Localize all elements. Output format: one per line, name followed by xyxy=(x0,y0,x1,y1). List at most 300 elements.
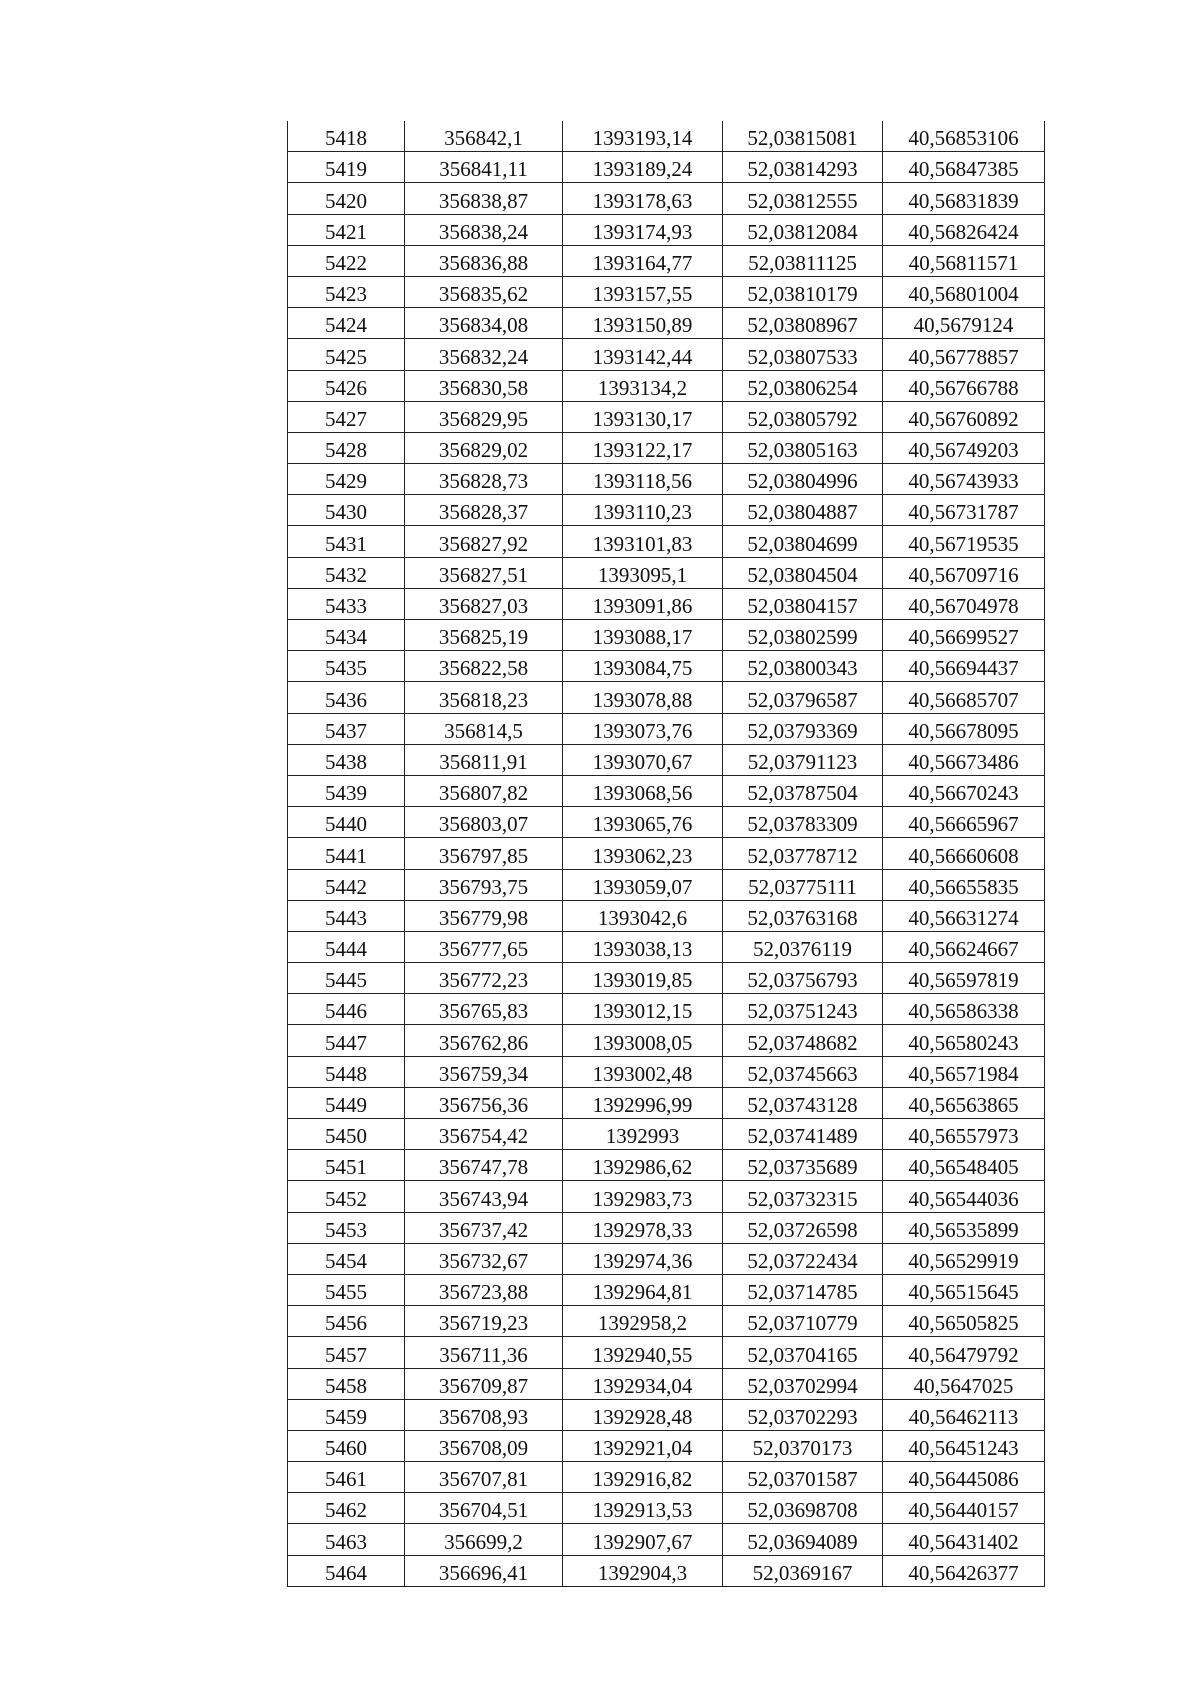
table-row xyxy=(288,963,1045,994)
point-number-cell xyxy=(288,1243,405,1274)
x-coordinate-value: 356828,37 xyxy=(438,500,529,525)
longitude-value: 40,56847385 xyxy=(908,157,1019,182)
y-coordinate-value: 1392974,36 xyxy=(592,1248,693,1273)
longitude-value: 40,56694437 xyxy=(908,656,1019,681)
point-number-value: 5420 xyxy=(325,188,367,213)
longitude-cell xyxy=(883,1212,1045,1243)
latitude-value: 52,0369167 xyxy=(752,1560,853,1585)
y-coordinate-cell xyxy=(563,963,723,994)
table-row xyxy=(288,1212,1045,1243)
longitude-cell xyxy=(883,121,1045,152)
point-number-cell xyxy=(288,464,405,495)
point-number-value: 5444 xyxy=(325,937,367,962)
x-coordinate-value: 356842,1 xyxy=(444,126,523,151)
table-row xyxy=(288,245,1045,276)
table-row xyxy=(288,1430,1045,1461)
longitude-value: 40,56826424 xyxy=(908,219,1019,244)
latitude-cell xyxy=(723,152,883,183)
latitude-cell xyxy=(723,775,883,806)
y-coordinate-cell xyxy=(563,1430,723,1461)
longitude-cell xyxy=(883,276,1045,307)
point-number-cell xyxy=(288,1274,405,1305)
longitude-cell xyxy=(883,838,1045,869)
longitude-value: 40,56515645 xyxy=(908,1280,1019,1305)
longitude-cell xyxy=(883,183,1045,214)
x-coordinate-value: 356759,34 xyxy=(438,1061,529,1086)
longitude-value: 40,56571984 xyxy=(908,1061,1019,1086)
point-number-cell xyxy=(288,1306,405,1337)
longitude-cell xyxy=(883,1555,1045,1586)
y-coordinate-value: 1392913,53 xyxy=(592,1498,693,1523)
point-number-value: 5450 xyxy=(325,1124,367,1149)
y-coordinate-cell xyxy=(563,121,723,152)
y-coordinate-value: 1393008,05 xyxy=(592,1030,693,1055)
y-coordinate-cell xyxy=(563,339,723,370)
latitude-cell xyxy=(723,651,883,682)
x-coordinate-cell xyxy=(405,620,563,651)
point-number-value: 5452 xyxy=(325,1186,367,1211)
table-row xyxy=(288,931,1045,962)
longitude-cell xyxy=(883,651,1045,682)
longitude-cell xyxy=(883,963,1045,994)
latitude-cell xyxy=(723,1212,883,1243)
longitude-value: 40,56631274 xyxy=(908,905,1019,930)
point-number-value: 5430 xyxy=(325,500,367,525)
point-number-value: 5427 xyxy=(325,406,367,431)
latitude-value: 52,03714785 xyxy=(747,1280,858,1305)
x-coordinate-value: 356732,67 xyxy=(438,1248,529,1273)
latitude-cell xyxy=(723,1493,883,1524)
point-number-value: 5425 xyxy=(325,344,367,369)
point-number-value: 5418 xyxy=(325,126,367,151)
x-coordinate-value: 356835,62 xyxy=(438,282,529,307)
longitude-value: 40,56665967 xyxy=(908,812,1019,837)
x-coordinate-cell xyxy=(405,1493,563,1524)
latitude-value: 52,03732315 xyxy=(747,1186,858,1211)
x-coordinate-value: 356822,58 xyxy=(438,656,529,681)
latitude-value: 52,03804699 xyxy=(747,531,858,556)
point-number-cell xyxy=(288,526,405,557)
longitude-value: 40,56766788 xyxy=(908,375,1019,400)
longitude-cell xyxy=(883,1056,1045,1087)
point-number-value: 5422 xyxy=(325,250,367,275)
point-number-cell xyxy=(288,1056,405,1087)
x-coordinate-value: 356707,81 xyxy=(438,1467,529,1492)
longitude-cell xyxy=(883,1337,1045,1368)
point-number-value: 5434 xyxy=(325,625,367,650)
x-coordinate-value: 356814,5 xyxy=(444,718,523,743)
latitude-value: 52,03787504 xyxy=(747,781,858,806)
latitude-cell xyxy=(723,744,883,775)
point-number-value: 5428 xyxy=(325,438,367,463)
longitude-value: 40,56731787 xyxy=(908,500,1019,525)
x-coordinate-value: 356723,88 xyxy=(438,1280,529,1305)
point-number-cell xyxy=(288,1181,405,1212)
x-coordinate-cell xyxy=(405,1306,563,1337)
latitude-value: 52,0370173 xyxy=(752,1436,853,1461)
point-number-cell xyxy=(288,588,405,619)
x-coordinate-value: 356830,58 xyxy=(438,375,529,400)
y-coordinate-value: 1393012,15 xyxy=(592,999,693,1024)
longitude-cell xyxy=(883,869,1045,900)
latitude-cell xyxy=(723,526,883,557)
longitude-value: 40,56597819 xyxy=(908,968,1019,993)
latitude-cell xyxy=(723,1399,883,1430)
point-number-value: 5456 xyxy=(325,1311,367,1336)
longitude-value: 40,56548405 xyxy=(908,1155,1019,1180)
x-coordinate-cell xyxy=(405,1555,563,1586)
longitude-cell xyxy=(883,1119,1045,1150)
point-number-value: 5445 xyxy=(325,968,367,993)
x-coordinate-cell xyxy=(405,1368,563,1399)
longitude-value: 40,56685707 xyxy=(908,687,1019,712)
coordinates-table xyxy=(287,121,1045,1587)
point-number-cell xyxy=(288,1119,405,1150)
longitude-value: 40,56505825 xyxy=(908,1311,1019,1336)
point-number-value: 5461 xyxy=(325,1467,367,1492)
latitude-cell xyxy=(723,1555,883,1586)
longitude-cell xyxy=(883,339,1045,370)
point-number-cell xyxy=(288,495,405,526)
longitude-value: 40,56853106 xyxy=(908,126,1019,151)
y-coordinate-cell xyxy=(563,1025,723,1056)
latitude-value: 52,03748682 xyxy=(747,1030,858,1055)
longitude-value: 40,56709716 xyxy=(908,562,1019,587)
y-coordinate-value: 1392940,55 xyxy=(592,1342,693,1367)
table-row xyxy=(288,1462,1045,1493)
latitude-cell xyxy=(723,1337,883,1368)
table-row xyxy=(288,370,1045,401)
x-coordinate-value: 356838,87 xyxy=(438,188,529,213)
table-row xyxy=(288,1306,1045,1337)
latitude-value: 52,03694089 xyxy=(747,1529,858,1554)
y-coordinate-value: 1393118,56 xyxy=(593,469,692,494)
latitude-cell xyxy=(723,1243,883,1274)
point-number-cell xyxy=(288,713,405,744)
latitude-value: 52,03791123 xyxy=(747,749,858,774)
longitude-value: 40,56440157 xyxy=(908,1498,1019,1523)
latitude-cell xyxy=(723,994,883,1025)
longitude-cell xyxy=(883,1524,1045,1555)
latitude-cell xyxy=(723,838,883,869)
longitude-value: 40,56760892 xyxy=(908,406,1019,431)
point-number-value: 5446 xyxy=(325,999,367,1024)
y-coordinate-cell xyxy=(563,1274,723,1305)
point-number-cell xyxy=(288,931,405,962)
table-row xyxy=(288,588,1045,619)
y-coordinate-value: 1393130,17 xyxy=(592,406,693,431)
latitude-value: 52,03806254 xyxy=(747,375,858,400)
table-row xyxy=(288,183,1045,214)
latitude-cell xyxy=(723,1025,883,1056)
longitude-cell xyxy=(883,214,1045,245)
point-number-value: 5453 xyxy=(325,1217,367,1242)
point-number-value: 5432 xyxy=(325,562,367,587)
table-row xyxy=(288,713,1045,744)
latitude-cell xyxy=(723,276,883,307)
table-row xyxy=(288,432,1045,463)
y-coordinate-value: 1393084,75 xyxy=(592,656,693,681)
longitude-value: 40,56801004 xyxy=(908,282,1019,307)
y-coordinate-cell xyxy=(563,651,723,682)
y-coordinate-cell xyxy=(563,1337,723,1368)
x-coordinate-cell xyxy=(405,900,563,931)
longitude-value: 40,56445086 xyxy=(908,1467,1019,1492)
longitude-cell xyxy=(883,1150,1045,1181)
latitude-value: 52,03701587 xyxy=(747,1467,858,1492)
y-coordinate-cell xyxy=(563,526,723,557)
longitude-cell xyxy=(883,464,1045,495)
point-number-cell xyxy=(288,245,405,276)
longitude-cell xyxy=(883,557,1045,588)
x-coordinate-cell xyxy=(405,1462,563,1493)
longitude-cell xyxy=(883,994,1045,1025)
table-row xyxy=(288,121,1045,152)
table-row xyxy=(288,1555,1045,1586)
longitude-cell xyxy=(883,1430,1045,1461)
y-coordinate-cell xyxy=(563,183,723,214)
y-coordinate-value: 1392983,73 xyxy=(592,1186,693,1211)
x-coordinate-cell xyxy=(405,432,563,463)
point-number-value: 5447 xyxy=(325,1030,367,1055)
latitude-value: 52,03751243 xyxy=(747,999,858,1024)
point-number-value: 5442 xyxy=(325,874,367,899)
point-number-cell xyxy=(288,370,405,401)
y-coordinate-value: 1393193,14 xyxy=(592,126,693,151)
y-coordinate-value: 1393178,63 xyxy=(592,188,693,213)
x-coordinate-value: 356699,2 xyxy=(444,1529,523,1554)
longitude-value: 40,56479792 xyxy=(908,1342,1019,1367)
y-coordinate-cell xyxy=(563,1087,723,1118)
latitude-cell xyxy=(723,401,883,432)
longitude-value: 40,5679124 xyxy=(913,313,1014,338)
y-coordinate-cell xyxy=(563,214,723,245)
point-number-cell xyxy=(288,1462,405,1493)
x-coordinate-value: 356719,23 xyxy=(438,1311,529,1336)
latitude-cell xyxy=(723,1306,883,1337)
latitude-value: 52,03804157 xyxy=(747,594,858,618)
x-coordinate-cell xyxy=(405,651,563,682)
longitude-cell xyxy=(883,1462,1045,1493)
latitude-value: 52,03805792 xyxy=(747,406,858,431)
latitude-value: 52,03804887 xyxy=(747,500,858,525)
y-coordinate-cell xyxy=(563,276,723,307)
point-number-cell xyxy=(288,308,405,339)
point-number-value: 5433 xyxy=(325,594,367,618)
point-number-cell xyxy=(288,1493,405,1524)
x-coordinate-cell xyxy=(405,152,563,183)
y-coordinate-cell xyxy=(563,370,723,401)
x-coordinate-value: 356762,86 xyxy=(438,1030,529,1055)
table-row xyxy=(288,276,1045,307)
point-number-value: 5437 xyxy=(325,718,367,743)
point-number-value: 5421 xyxy=(325,219,367,244)
point-number-value: 5426 xyxy=(325,375,367,400)
latitude-value: 52,03735689 xyxy=(747,1155,858,1180)
latitude-cell xyxy=(723,557,883,588)
table-row xyxy=(288,1119,1045,1150)
longitude-cell xyxy=(883,245,1045,276)
y-coordinate-value: 1393068,56 xyxy=(592,781,693,806)
latitude-value: 52,03804504 xyxy=(747,562,858,587)
table-row xyxy=(288,526,1045,557)
point-number-cell xyxy=(288,620,405,651)
y-coordinate-value: 1393088,17 xyxy=(592,625,693,650)
table-row xyxy=(288,900,1045,931)
longitude-value: 40,56529919 xyxy=(908,1248,1019,1273)
y-coordinate-value: 1392907,67 xyxy=(592,1529,693,1554)
point-number-cell xyxy=(288,1337,405,1368)
y-coordinate-value: 1393062,23 xyxy=(592,843,693,868)
x-coordinate-cell xyxy=(405,1243,563,1274)
latitude-cell xyxy=(723,1056,883,1087)
x-coordinate-value: 356827,03 xyxy=(438,594,529,618)
x-coordinate-cell xyxy=(405,1025,563,1056)
longitude-cell xyxy=(883,1025,1045,1056)
x-coordinate-value: 356797,85 xyxy=(438,843,529,868)
y-coordinate-cell xyxy=(563,807,723,838)
longitude-value: 40,56580243 xyxy=(908,1030,1019,1055)
x-coordinate-value: 356779,98 xyxy=(438,905,529,930)
longitude-value: 40,56624667 xyxy=(908,937,1019,962)
latitude-value: 52,03702293 xyxy=(747,1404,858,1429)
latitude-value: 52,03741489 xyxy=(747,1124,858,1149)
x-coordinate-cell xyxy=(405,276,563,307)
latitude-value: 52,03804996 xyxy=(747,469,858,494)
longitude-value: 40,56563865 xyxy=(908,1093,1019,1117)
coordinates-table-container xyxy=(287,121,1044,1587)
table-row xyxy=(288,620,1045,651)
point-number-value: 5457 xyxy=(325,1342,367,1367)
y-coordinate-cell xyxy=(563,1119,723,1150)
point-number-value: 5419 xyxy=(325,157,367,182)
x-coordinate-cell xyxy=(405,1524,563,1555)
y-coordinate-value: 1393078,88 xyxy=(592,687,693,712)
point-number-cell xyxy=(288,900,405,931)
longitude-value: 40,56451243 xyxy=(908,1436,1019,1461)
latitude-value: 52,03726598 xyxy=(747,1217,858,1242)
x-coordinate-cell xyxy=(405,339,563,370)
x-coordinate-cell xyxy=(405,1181,563,1212)
point-number-cell xyxy=(288,121,405,152)
table-row xyxy=(288,1025,1045,1056)
latitude-cell xyxy=(723,713,883,744)
latitude-cell xyxy=(723,1087,883,1118)
point-number-value: 5424 xyxy=(325,313,367,338)
longitude-cell xyxy=(883,588,1045,619)
longitude-cell xyxy=(883,807,1045,838)
x-coordinate-cell xyxy=(405,775,563,806)
x-coordinate-cell xyxy=(405,183,563,214)
x-coordinate-cell xyxy=(405,245,563,276)
x-coordinate-value: 356829,95 xyxy=(438,406,529,431)
y-coordinate-value: 1393101,83 xyxy=(592,531,693,556)
point-number-cell xyxy=(288,1368,405,1399)
x-coordinate-value: 356832,24 xyxy=(438,344,529,369)
y-coordinate-value: 1393002,48 xyxy=(592,1061,693,1086)
latitude-cell xyxy=(723,1430,883,1461)
table-row xyxy=(288,464,1045,495)
y-coordinate-value: 1393122,17 xyxy=(592,438,693,463)
latitude-cell xyxy=(723,869,883,900)
longitude-value: 40,56719535 xyxy=(908,531,1019,556)
point-number-cell xyxy=(288,838,405,869)
table-row xyxy=(288,682,1045,713)
x-coordinate-cell xyxy=(405,214,563,245)
latitude-cell xyxy=(723,807,883,838)
x-coordinate-cell xyxy=(405,713,563,744)
y-coordinate-cell xyxy=(563,744,723,775)
latitude-cell xyxy=(723,1181,883,1212)
x-coordinate-value: 356818,23 xyxy=(438,687,529,712)
y-coordinate-value: 1392986,62 xyxy=(592,1155,693,1180)
latitude-cell xyxy=(723,214,883,245)
y-coordinate-cell xyxy=(563,1462,723,1493)
point-number-value: 5464 xyxy=(325,1560,367,1585)
point-number-cell xyxy=(288,401,405,432)
x-coordinate-cell xyxy=(405,838,563,869)
y-coordinate-value: 1392978,33 xyxy=(592,1217,693,1242)
x-coordinate-cell xyxy=(405,1430,563,1461)
x-coordinate-cell xyxy=(405,495,563,526)
y-coordinate-value: 1393091,86 xyxy=(592,594,693,618)
latitude-value: 52,03775111 xyxy=(748,874,857,899)
latitude-value: 52,03698708 xyxy=(747,1498,858,1523)
latitude-value: 52,03745663 xyxy=(747,1061,858,1086)
y-coordinate-cell xyxy=(563,775,723,806)
latitude-value: 52,03763168 xyxy=(747,905,858,930)
point-number-cell xyxy=(288,1150,405,1181)
latitude-value: 52,03808967 xyxy=(747,313,858,338)
longitude-value: 40,56544036 xyxy=(908,1186,1019,1211)
x-coordinate-cell xyxy=(405,994,563,1025)
point-number-cell xyxy=(288,963,405,994)
latitude-value: 52,03811125 xyxy=(748,250,857,275)
x-coordinate-cell xyxy=(405,1399,563,1430)
y-coordinate-cell xyxy=(563,1243,723,1274)
longitude-value: 40,5647025 xyxy=(913,1373,1014,1398)
point-number-cell xyxy=(288,1524,405,1555)
table-row xyxy=(288,1368,1045,1399)
latitude-value: 52,03756793 xyxy=(747,968,858,993)
x-coordinate-value: 356772,23 xyxy=(438,968,529,993)
longitude-cell xyxy=(883,495,1045,526)
longitude-value: 40,56673486 xyxy=(908,749,1019,774)
y-coordinate-value: 1393150,89 xyxy=(592,313,693,338)
point-number-value: 5429 xyxy=(325,469,367,494)
longitude-value: 40,56743933 xyxy=(908,469,1019,494)
latitude-cell xyxy=(723,588,883,619)
y-coordinate-cell xyxy=(563,495,723,526)
longitude-cell xyxy=(883,713,1045,744)
point-number-cell xyxy=(288,432,405,463)
y-coordinate-cell xyxy=(563,245,723,276)
y-coordinate-value: 1393164,77 xyxy=(592,250,693,275)
y-coordinate-value: 1392993 xyxy=(605,1124,680,1149)
longitude-value: 40,56699527 xyxy=(908,625,1019,650)
table-row xyxy=(288,1243,1045,1274)
longitude-cell xyxy=(883,1274,1045,1305)
point-number-cell xyxy=(288,994,405,1025)
x-coordinate-cell xyxy=(405,869,563,900)
latitude-cell xyxy=(723,495,883,526)
x-coordinate-cell xyxy=(405,682,563,713)
longitude-cell xyxy=(883,620,1045,651)
x-coordinate-cell xyxy=(405,1274,563,1305)
x-coordinate-value: 356793,75 xyxy=(438,874,529,899)
x-coordinate-value: 356828,73 xyxy=(438,469,529,494)
x-coordinate-value: 356807,82 xyxy=(438,781,529,806)
